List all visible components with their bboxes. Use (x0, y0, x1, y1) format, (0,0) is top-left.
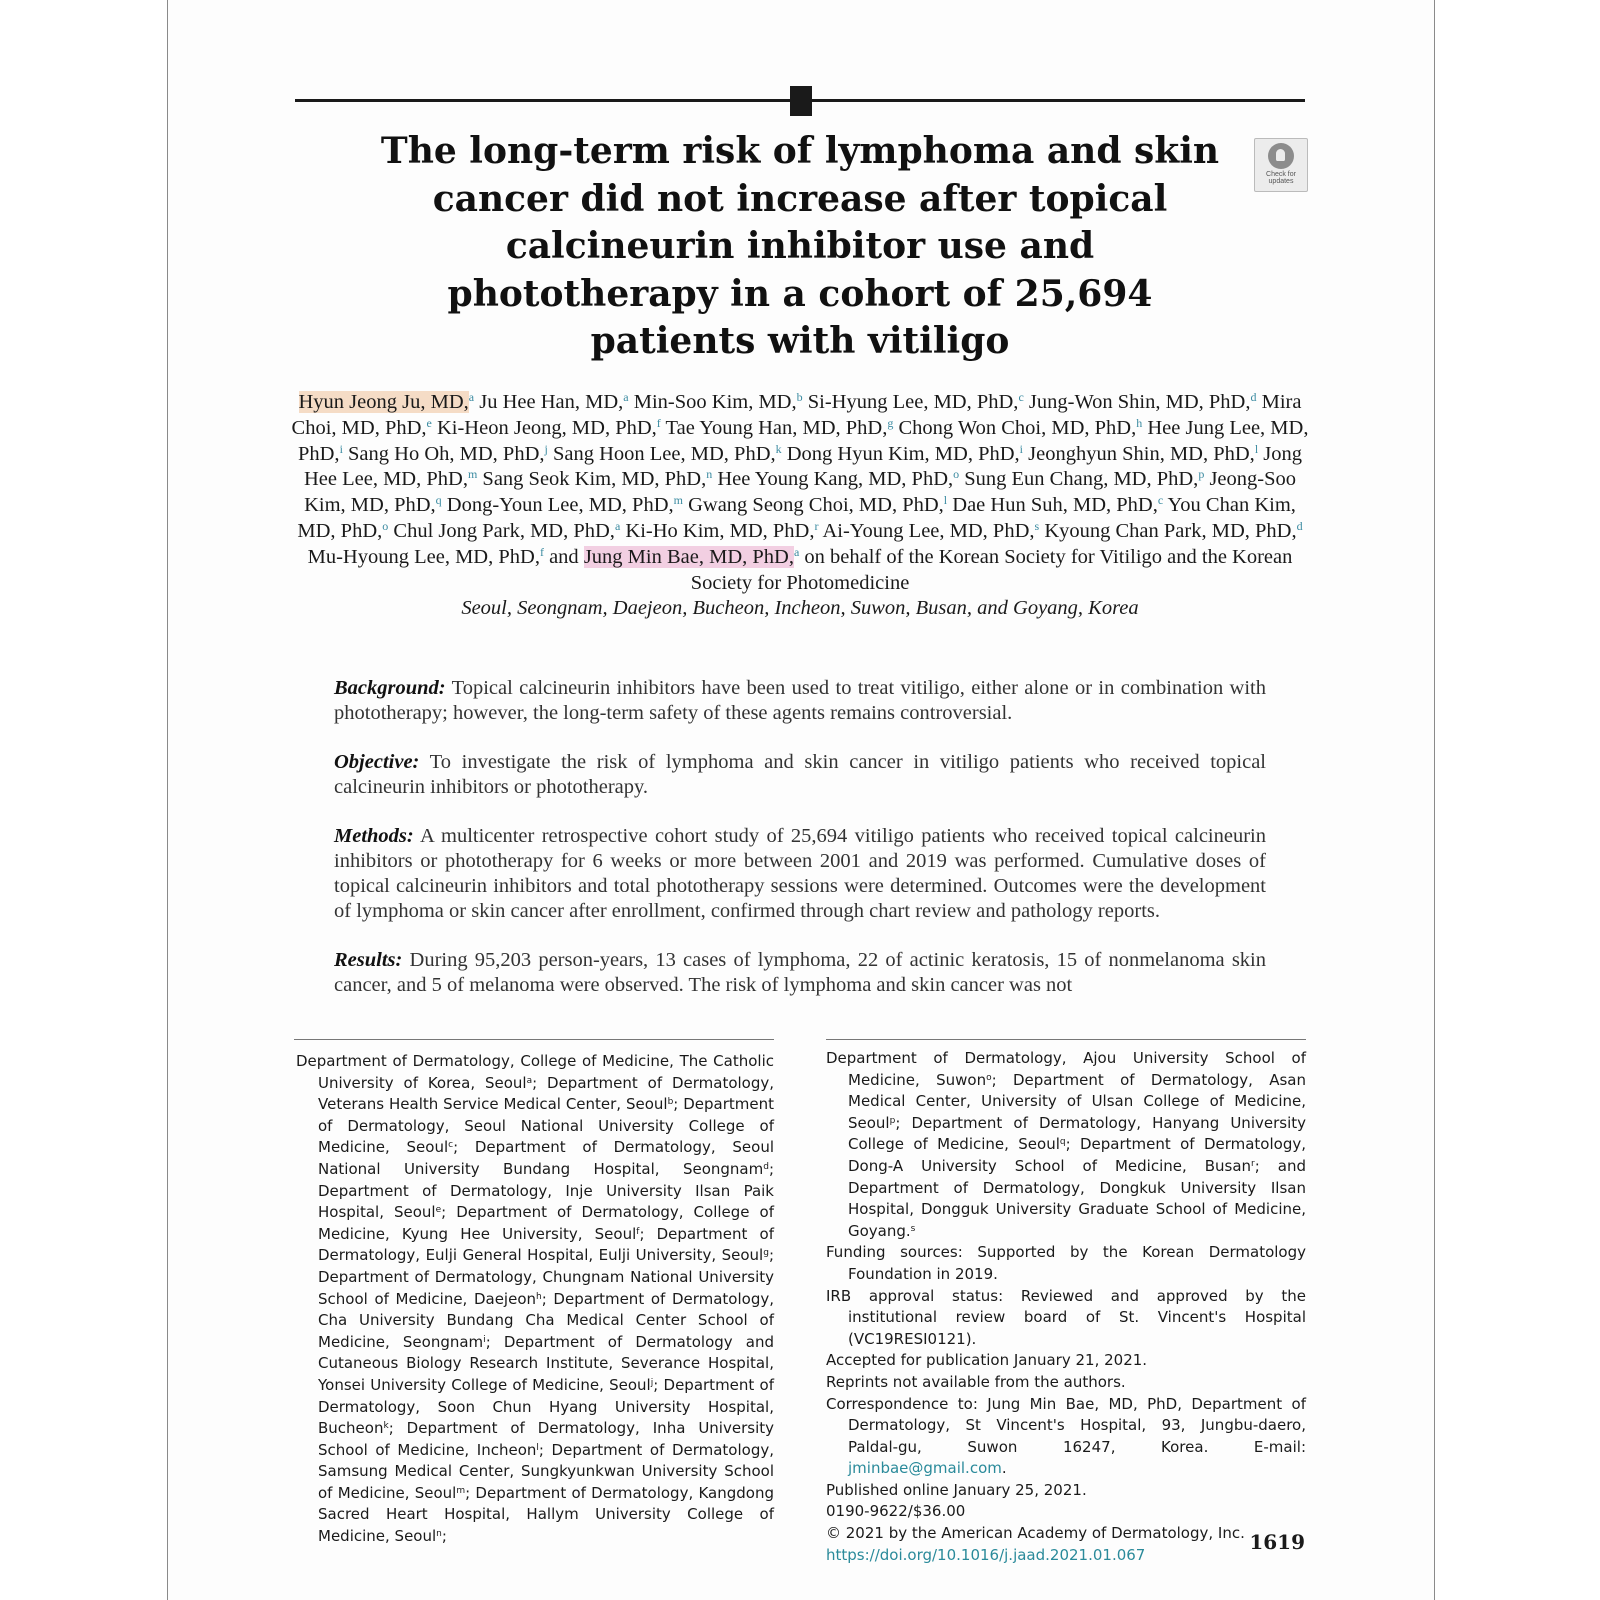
affiliation-text: ; Department of Dermatology, Eulji General Hospital, Eulji University, Seoul (318, 1224, 774, 1265)
affiliation-marker[interactable]: q (435, 493, 442, 508)
affiliation-letter: c (448, 1140, 454, 1151)
affiliation-marker[interactable]: j (544, 441, 548, 456)
affiliation-letter: q (1059, 1137, 1066, 1148)
author-name: Dong Hyun Kim, MD, PhD, (786, 442, 1020, 465)
affiliation-letter: i (483, 1334, 486, 1345)
author-name: Sung Eun Chang, MD, PhD, (964, 468, 1199, 491)
author-name: Mira Choi, MD, PhD, (291, 391, 1302, 439)
author-name: Ai-Young Lee, MD, PhD, (822, 519, 1035, 542)
affiliation-marker[interactable]: k (775, 441, 782, 456)
affiliation-marker[interactable]: i (1019, 441, 1024, 456)
abstract-section-label: Methods: (334, 825, 414, 848)
affiliation-marker[interactable]: f (539, 544, 544, 559)
affiliation-marker[interactable]: b (796, 390, 803, 404)
funding-note: Funding sources: Supported by the Korean Dermatology Foundation in 2019. (826, 1243, 1306, 1283)
affiliation-letter: e (435, 1205, 442, 1216)
author-name: Chul Jong Park, MD, PhD, (393, 519, 615, 542)
author-name: Tae Young Han, MD, PhD, (665, 416, 888, 439)
affiliation-text: ; Department of Dermatology, Veterans Health Service Medical Center, Seoul (318, 1073, 775, 1114)
abstract-section-label: Background: (334, 677, 446, 699)
affiliation-letter: b (667, 1097, 674, 1108)
author-name: Jung-Won Shin, MD, PhD, (1028, 391, 1251, 413)
affiliation-marker[interactable]: p (1198, 467, 1205, 482)
bookmark-check-icon (1268, 143, 1294, 169)
author-name: Jeonghyun Shin, MD, PhD, (1028, 442, 1255, 465)
affiliation-text: ; Department of Dermatology, Seoul National University College of Medicine, Seoul (318, 1095, 774, 1157)
author-list (292, 391, 1309, 594)
check-for-updates-badge[interactable] (1254, 138, 1308, 192)
irb-note: IRB approval status: Reviewed and approved by the institutional review board of St. Vincent's Hospital (VC19RESI0121). (826, 1286, 1306, 1348)
affiliation-letter: j (650, 1377, 654, 1388)
affiliation-marker[interactable]: s (1034, 518, 1040, 533)
affiliation-letter: s (910, 1223, 916, 1234)
author-name: You Chan Kim, MD, PhD, (297, 494, 1296, 542)
badge-label: Check for updates (1266, 171, 1296, 185)
affiliation-marker[interactable]: i (339, 441, 343, 456)
author-name: Min-Soo Kim, MD, (633, 391, 797, 413)
affiliation-letter: m (456, 1485, 466, 1496)
affiliation-marker[interactable]: c (1157, 493, 1164, 508)
author-suffix: and (543, 545, 579, 568)
affiliations-left-column (296, 1051, 774, 1548)
affiliation-marker[interactable]: a (793, 544, 800, 559)
author-name: Jeong-Soo Kim, MD, PhD, (304, 468, 1296, 517)
affiliation-marker[interactable]: l (1254, 441, 1259, 456)
affiliation-marker[interactable]: n (706, 467, 713, 482)
affiliation-text: ; Department of Dermatology, Inje University Ilsan Paik Hospital, Seoul (318, 1159, 774, 1222)
abstract-section-text: During 95,203 person-years, 13 cases of lymphoma, 22 of actinic keratosis, 15 of nonmelanoma skin cancer, and 5 of melanoma were observed. The risk of lymphoma and skin cancer was not (334, 948, 1266, 996)
published-note: Published online January 25, 2021. (826, 1480, 1087, 1499)
page-number: 1619 (1249, 1530, 1305, 1554)
affiliation-marker[interactable]: l (943, 493, 948, 508)
abstract-section (334, 676, 1266, 726)
abstract-section (334, 948, 1266, 998)
affiliation-letter: o (986, 1072, 992, 1083)
abstract-section-label: Objective: (334, 751, 420, 774)
affiliation-text: ; (441, 1527, 447, 1546)
author-name: Sang Hoon Lee, MD, PhD, (552, 442, 776, 465)
author-name: Kyoung Chan Park, MD, PhD, (1044, 519, 1297, 542)
affiliation-marker[interactable]: a (614, 518, 621, 533)
affiliation-text: ; and Department of Dermatology, Dongkuk University Ilsan Hospital, Dongguk University Graduate School of Medicine, Goyang. (848, 1156, 1307, 1240)
abstract (334, 676, 1266, 1022)
affiliation-marker[interactable]: a (623, 390, 629, 404)
author-name: Jong Hee Lee, MD, PhD, (303, 442, 1303, 491)
abstract-section-label: Results: (334, 948, 403, 971)
author-name: Gwang Seong Choi, MD, PhD, (688, 494, 944, 517)
footnotes-right-column (826, 1048, 1306, 1566)
abstract-section-text: To investigate the risk of lymphoma and skin cancer in vitiligo patients who received topical calcineurin inhibitors or phototherapy. (334, 751, 1266, 798)
affiliation-text: ; Department of Dermatology, Inha University School of Medicine, Incheon (318, 1419, 774, 1459)
author-name: Ju Hee Han, MD, (479, 391, 624, 413)
author-name: Ki-Heon Jeong, MD, PhD, (436, 416, 657, 439)
abstract-section (334, 750, 1266, 800)
author-block (290, 390, 1310, 622)
affiliation-letter: l (536, 1442, 539, 1453)
affiliation-text: Department of Dermatology, Ajou University School of Medicine, Suwon (826, 1049, 1306, 1089)
author-name: Chong Won Choi, MD, PhD, (898, 416, 1137, 439)
affiliation-letter: k (383, 1421, 389, 1432)
affiliation-marker[interactable]: h (1136, 415, 1143, 430)
correspondence-note (826, 1394, 1306, 1480)
affiliation-text: ; Department of Dermatology, Hanyang University College of Medicine, Seoul (848, 1113, 1306, 1154)
author-name: Hee Young Kang, MD, PhD, (717, 468, 954, 491)
article-title: The long-term risk of lymphoma and skin cancer did not increase after topical calcineurin inhibitor use and phototherapy in a cohort of 25,694 patients with vitiligo (380, 130, 1220, 362)
abstract-section-text: Topical calcineurin inhibitors have been used to treat vitiligo, either alone or in combination with phototherapy; however, the long-term safety of these agents remains controversial. (334, 677, 1266, 724)
affiliation-text: ; Department of Dermatology, Soon Chun Hyang University Hospital, Bucheon (318, 1375, 774, 1438)
footnote-separator-right (826, 1039, 1306, 1040)
affiliation-text: ; Department of Dermatology, Asan Medical Center, University of Ulsan College of Medicine, Seoul (848, 1070, 1307, 1132)
affiliation-text: ; Department of Dermatology, Samsung Medical Center, Sungkyunkwan University School of Medicine, Seoul (318, 1440, 775, 1502)
affiliation-marker[interactable]: o (953, 467, 960, 482)
author-name: Hee Jung Lee, MD, PhD, (297, 416, 1309, 465)
affiliation-letter: n (436, 1529, 442, 1540)
copyright-note: © 2021 by the American Academy of Dermatology, Inc. (826, 1524, 1245, 1543)
affiliation-marker[interactable]: e (426, 415, 432, 430)
author-name: Dong-Youn Lee, MD, PhD, (446, 494, 674, 517)
affiliation-marker[interactable]: m (467, 467, 478, 482)
author-name: Hyun Jeong Ju, MD, (298, 391, 469, 413)
affiliations-left-text (296, 1051, 774, 1548)
affiliation-text: Department of Dermatology, College of Medicine, The Catholic University of Korea, Seoul (296, 1052, 774, 1092)
affiliation-text: ; Department of Dermatology, Seoul National University Bundang Hospital, Seongnam (318, 1138, 774, 1178)
affiliation-marker[interactable]: o (382, 518, 389, 533)
abstract-section-text: A multicenter retrospective cohort study of 25,694 vitiligo patients who received topical calcineurin inhibitors or phototherapy for 6 weeks or more between 2001 and 2019 was performed. Cumulative doses of topical calcineurin inhibitors and total phototherapy sessions were determined. Outcomes were the development of lymphoma or skin cancer after enrollment, confirmed through chart review and pathology reports. (334, 825, 1266, 922)
author-name: Jung Min Bae, MD, PhD, (583, 545, 794, 568)
correspondence-text: Correspondence to: Jung Min Bae, MD, PhD, Department of Dermatology, St Vincent's Hospital, 93, Jungbu-daero, Paldal-gu, Suwon 16247, Korea. E-mail: (826, 1394, 1306, 1456)
affiliation-letter: d (763, 1161, 769, 1172)
author-name: Mu-Hyoung Lee, MD, PhD, (307, 545, 540, 568)
affiliation-marker[interactable]: c (1018, 390, 1024, 404)
affiliation-marker[interactable]: a (468, 390, 475, 404)
affiliation-text: ; Department of Dermatology and Cutaneous Biology Research Institute, Severance Hospital, Yonsei University College of Medicine, Seoul (318, 1332, 774, 1394)
author-suffix: on behalf of the Korean Society for Vitiligo and the Korean Society for Photomedicine (690, 545, 1293, 594)
author-name: Si-Hyung Lee, MD, PhD, (807, 391, 1019, 413)
affiliation-text: ; Department of Dermatology, Chungnam National University School of Medicine, Daejeon (318, 1246, 774, 1308)
accepted-note: Accepted for publication January 21, 2021. (826, 1351, 1148, 1370)
affiliation-marker[interactable]: r (814, 518, 819, 533)
affiliation-letter: a (526, 1075, 533, 1086)
issn-note: 0190-9622/$36.00 (826, 1502, 966, 1521)
header-rule-marker (790, 86, 812, 116)
affiliation-letter: f (636, 1226, 640, 1237)
author-locations: Seoul, Seongnam, Daejeon, Bucheon, Incheon, Suwon, Busan, and Goyang, Korea (461, 597, 1139, 620)
author-name: Sang Ho Oh, MD, PhD, (348, 442, 545, 465)
affiliation-marker[interactable]: d (1296, 518, 1303, 533)
affiliation-marker[interactable]: g (887, 415, 894, 430)
reprints-note: Reprints not available from the authors. (826, 1372, 1126, 1391)
affiliation-letter: g (763, 1248, 769, 1259)
affiliation-text: ; Department of Dermatology, Dong-A University School of Medicine, Busan (848, 1135, 1307, 1175)
abstract-section (334, 824, 1266, 923)
author-name: Sang Seok Kim, MD, PhD, (482, 468, 707, 491)
footnote-separator-left (294, 1039, 774, 1040)
author-name: Dae Hun Suh, MD, PhD, (952, 494, 1158, 517)
affiliation-letter: r (1251, 1158, 1255, 1169)
doi-link[interactable]: https://doi.org/10.1016/j.jaad.2021.01.067 (826, 1545, 1146, 1564)
affiliation-text: ; Department of Dermatology, Cha University Bundang Cha Medical Center School of Medicine, Seongnam (318, 1289, 774, 1351)
affiliation-marker[interactable]: f (656, 415, 661, 430)
affiliation-text: ; Department of Dermatology, College of Medicine, Kyung Hee University, Seoul (318, 1203, 774, 1243)
affiliation-letter: p (889, 1115, 896, 1126)
affiliation-marker[interactable]: m (673, 493, 683, 508)
author-name: Ki-Ho Kim, MD, PhD, (625, 519, 815, 542)
affiliation-marker[interactable]: d (1250, 390, 1257, 404)
affiliations-right-text (826, 1048, 1306, 1242)
affiliation-text: ; Department of Dermatology, Kangdong Sacred Heart Hospital, Hallym University College of Medicine, Seoul (318, 1483, 774, 1546)
email-link[interactable]: jminbae@gmail.com (848, 1459, 1002, 1478)
correspondence-end: . (1001, 1459, 1007, 1478)
affiliation-letter: h (536, 1291, 542, 1302)
